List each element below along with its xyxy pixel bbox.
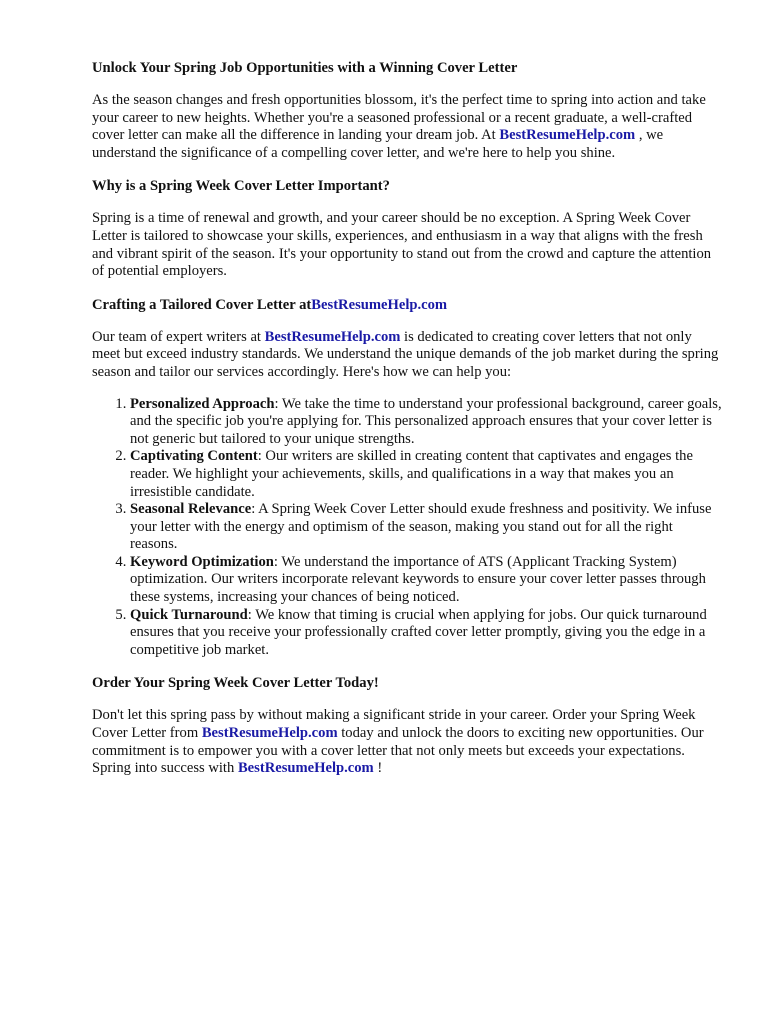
order-paragraph xyxy=(92,707,722,777)
order-text-end: ! xyxy=(373,760,383,777)
crafting-text-end: is dedicated to creating cover letters that not only meet but exceed industry standards. We understand the unique demands of the job market during the spring season and tailor our services accordingly. Here's how we can help you: xyxy=(92,328,719,380)
bestresumehelp-link[interactable]: BestResumeHelp.com xyxy=(499,127,636,144)
intro-text-end: , we understand the significance of a compelling cover letter, and we're here to help you shine. xyxy=(92,127,664,161)
list-item xyxy=(130,607,722,660)
crafting-paragraph xyxy=(92,329,722,382)
why-paragraph: Spring is a time of renewal and growth, and your career should be no exception. A Spring Week Cover Letter is tailored to showcase your skills, experiences, and enthusiasm in a way that aligns with the fresh and vibrant spirit of the season. It's your opportunity to stand out from the crowd and capture the attention of potential employers. xyxy=(92,210,712,280)
list-item xyxy=(130,554,722,607)
order-text: Don't let this spring pass by without making a significant stride in your career. Order your Spring Week Cover Letter from xyxy=(92,707,696,742)
list-item-text: : We take the time to understand your professional background, career goals, and the specific job you're applying for. This personalized approach ensures that your cover letter is not generic but tailored to your unique strengths. xyxy=(130,395,722,447)
crafting-heading-text: Crafting a Tailored Cover Letter at xyxy=(92,296,312,313)
list-item-term: Seasonal Relevance xyxy=(130,501,252,518)
list-item-term: Quick Turnaround xyxy=(130,606,248,623)
list-item-term: Captivating Content xyxy=(130,448,258,465)
list-item xyxy=(130,448,722,501)
why-heading: Why is a Spring Week Cover Letter Important? xyxy=(92,178,390,195)
document-title: Unlock Your Spring Job Opportunities with a Winning Cover Letter xyxy=(92,60,518,76)
list-item-text: : We know that timing is crucial when applying for jobs. Our quick turnaround ensures that you receive your professionally crafted cover letter promptly, giving you the edge in a competitive job market. xyxy=(130,606,707,658)
order-link-2[interactable]: BestResumeHelp.com xyxy=(237,760,374,777)
crafting-heading xyxy=(92,295,722,315)
intro-text: As the season changes and fresh opportunities blossom, it's the perfect time to spring into action and take your career to new heights. Whether you're a seasoned professional or a recent graduate, a well-crafted cover letter can make all the difference in landing your dream job. At xyxy=(92,92,706,144)
list-item-term: Keyword Optimization xyxy=(130,553,274,570)
list-item-text: : Our writers are skilled in creating content that captivates and engages the reader. We highlight your achievements, skills, and qualifications in a way that makes you an irresistible candidate. xyxy=(130,448,693,500)
order-link-1[interactable]: BestResumeHelp.com xyxy=(201,725,338,742)
list-item-text: : A Spring Week Cover Letter should exude freshness and positivity. We infuse your letter with the energy and optimism of the season, making you stand out for all the right reasons. xyxy=(130,501,712,553)
crafting-heading-link[interactable]: BestResumeHelp.com xyxy=(311,296,448,313)
crafting-body-link[interactable]: BestResumeHelp.com xyxy=(264,328,401,345)
services-list xyxy=(92,396,722,660)
list-item-term: Personalized Approach xyxy=(130,395,275,412)
list-item xyxy=(130,501,722,554)
document-page xyxy=(92,58,722,792)
list-item-text: : We understand the importance of ATS (Applicant Tracking System) optimization. Our writers incorporate relevant keywords to ensure your cover letter passes through these systems, increasing your chances of being noticed. xyxy=(130,553,706,606)
order-heading: Order Your Spring Week Cover Letter Today! xyxy=(92,675,379,692)
list-item xyxy=(130,396,722,449)
intro-paragraph xyxy=(92,92,722,162)
order-text-middle: today and unlock the doors to exciting new opportunities. Our commitment is to empower you with a cover letter that not only meets but exceeds your expectations. Spring into success with xyxy=(92,725,704,777)
crafting-text: Our team of expert writers at xyxy=(92,328,265,345)
